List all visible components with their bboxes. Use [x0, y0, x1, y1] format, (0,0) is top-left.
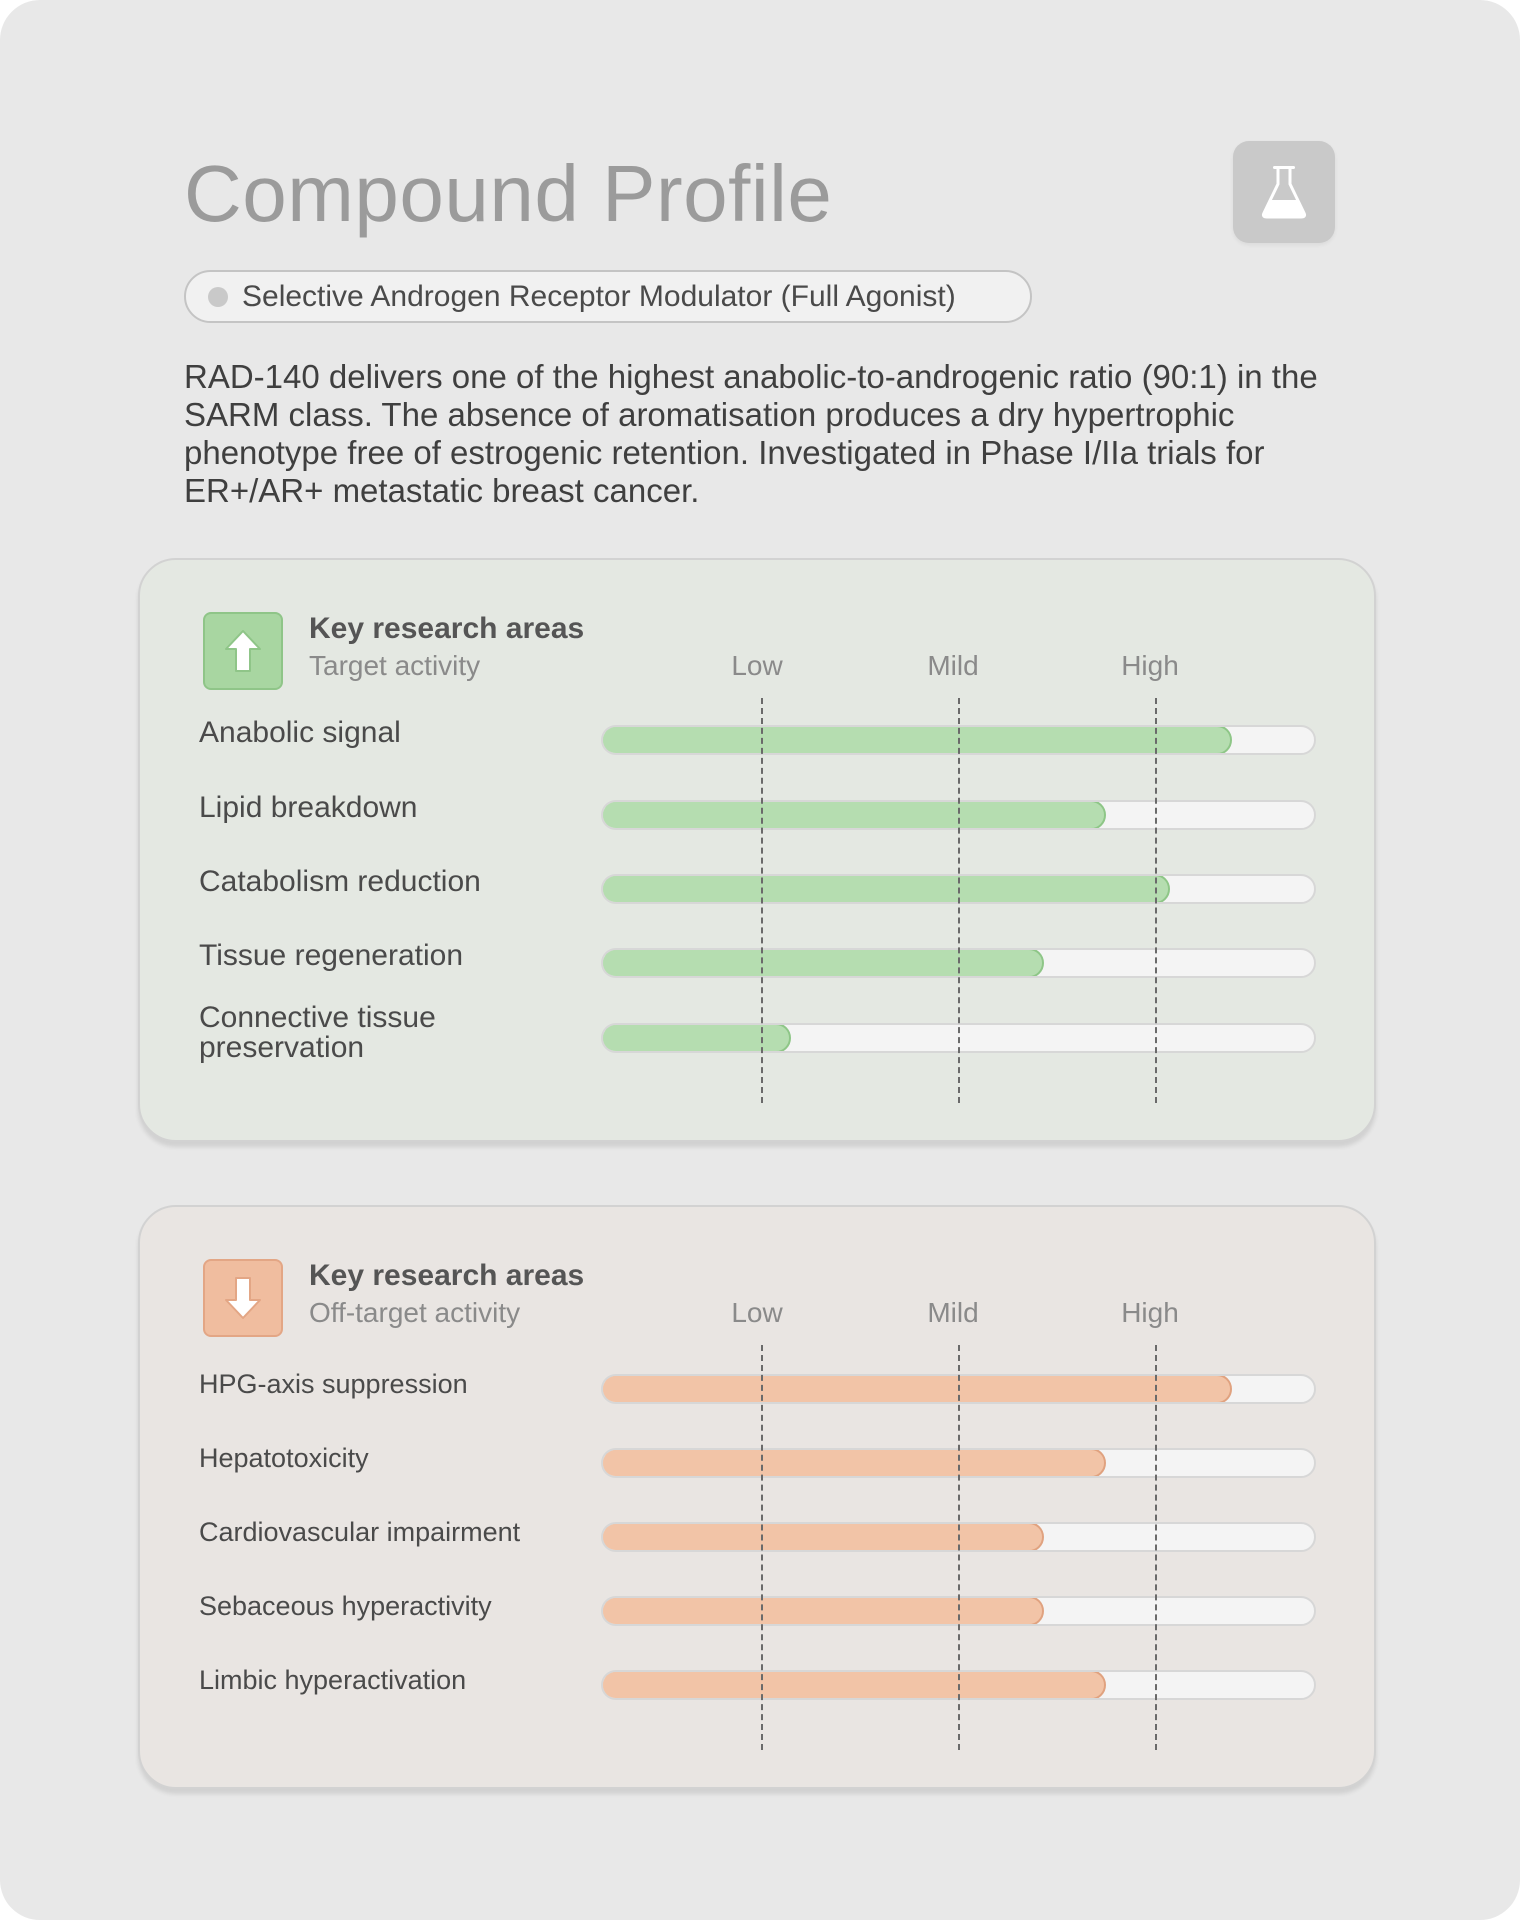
row-label: Limbic hyperactivation — [199, 1665, 467, 1695]
activity-row — [140, 793, 1374, 853]
offtarget-activity-badge — [203, 1259, 283, 1337]
activity-row — [140, 941, 1374, 1001]
activity-row — [140, 1663, 1374, 1723]
row-label: Anabolic signal — [199, 716, 401, 749]
status-dot-icon — [208, 287, 228, 307]
activity-row — [140, 1515, 1374, 1575]
gridline-mild — [958, 698, 960, 1103]
level-fill — [601, 948, 1044, 978]
offtarget-activity-card — [138, 1205, 1376, 1789]
activity-row — [140, 1367, 1374, 1427]
row-label: Sebaceous hyperactivity — [199, 1591, 492, 1621]
gridline-low — [761, 1345, 763, 1750]
page-title: Compound Profile — [184, 149, 833, 238]
target-activity-badge — [203, 612, 283, 690]
gridline-low — [761, 698, 763, 1103]
level-fill — [601, 1374, 1232, 1404]
flask-button[interactable] — [1233, 141, 1335, 243]
classification-badge — [184, 270, 1032, 323]
card-title: Key research areas — [309, 1259, 585, 1292]
level-fill — [601, 1596, 1044, 1626]
row-label: Lipid breakdown — [199, 791, 418, 824]
level-fill — [601, 725, 1232, 755]
gridline-high — [1155, 1345, 1157, 1750]
level-fill — [601, 874, 1170, 904]
compound-description: RAD-140 delivers one of the highest anabolic-to-androgenic ratio (90:1) in the SARM class. The absence of aromatisation produces a dry hypertrophic phenotype free of estrogenic retention. Investigated in Phase I/IIa trials for ER+/AR+ metastatic breast cancer. — [184, 358, 1318, 509]
card-subtitle: Off-target activity — [309, 1297, 521, 1328]
row-label: Tissue regeneration — [199, 939, 464, 972]
level-fill — [601, 1670, 1106, 1700]
flask-icon — [1259, 164, 1309, 220]
row-label: Catabolism reduction — [199, 865, 481, 898]
arrow-down-icon — [223, 1275, 263, 1321]
level-label-high: High — [1121, 1297, 1179, 1328]
card-subtitle: Target activity — [309, 650, 481, 681]
level-label-low: Low — [731, 650, 783, 681]
card-title: Key research areas — [309, 612, 585, 645]
arrow-up-icon — [223, 628, 263, 674]
level-label-mild: Mild — [927, 650, 979, 681]
level-fill — [601, 1448, 1106, 1478]
level-fill — [601, 800, 1106, 830]
row-label: Cardiovascular impairment — [199, 1517, 521, 1547]
activity-row — [140, 1003, 1374, 1063]
level-label-low: Low — [731, 1297, 783, 1328]
level-label-mild: Mild — [927, 1297, 979, 1328]
level-label-high: High — [1121, 650, 1179, 681]
classification-text: Selective Androgen Receptor Modulator (Full Agonist) — [242, 279, 956, 313]
row-label: Connective tissue preservation — [199, 1001, 436, 1064]
target-activity-card — [138, 558, 1376, 1142]
activity-row — [140, 867, 1374, 927]
gridline-mild — [958, 1345, 960, 1750]
row-label: Hepatotoxicity — [199, 1443, 369, 1473]
activity-row — [140, 1441, 1374, 1501]
activity-row — [140, 718, 1374, 778]
row-label: HPG-axis suppression — [199, 1369, 468, 1399]
gridline-high — [1155, 698, 1157, 1103]
level-fill — [601, 1522, 1044, 1552]
activity-row — [140, 1589, 1374, 1649]
